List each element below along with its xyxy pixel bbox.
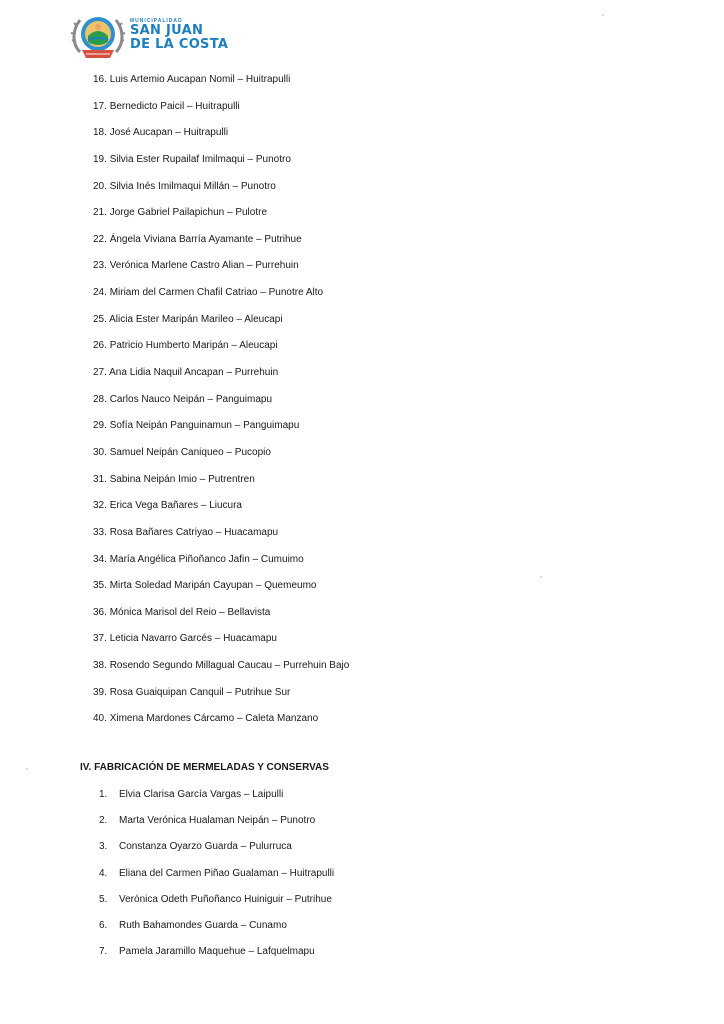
list-item xyxy=(93,526,349,553)
item-number: 39. xyxy=(93,686,107,698)
item-number: 25. xyxy=(93,313,107,325)
item-number: 16. xyxy=(93,74,107,85)
item-text: Miriam del Carmen Chafil Catriao – Punotre Alto xyxy=(109,287,324,299)
item-number: 33. xyxy=(93,526,107,538)
item-text: Silvia Ester Rupailaf Imilmaqui – Punotro xyxy=(109,153,291,165)
item-text: Ángela Viviana Barría Ayamante – Putrihue xyxy=(109,233,302,245)
item-number: 23. xyxy=(93,260,107,272)
list-item xyxy=(99,867,334,893)
section-heading: IV. FABRICACIÓN DE MERMELADAS Y CONSERVAS xyxy=(80,762,329,773)
list-item xyxy=(99,945,334,971)
item-text: Silvia Inés Imilmaqui Millán – Punotro xyxy=(109,180,276,192)
item-text: Mirta Soledad Maripán Cayupan – Quemeumo xyxy=(109,580,317,592)
item-text: Carlos Nauco Neipán – Panguimapu xyxy=(109,393,273,405)
item-text: Constanza Oyarzo Guarda – Pulurruca xyxy=(119,841,292,853)
item-number: 37. xyxy=(93,633,107,645)
list-item xyxy=(93,180,349,207)
list-item xyxy=(93,366,349,393)
scan-speck xyxy=(26,768,28,770)
list-item xyxy=(93,339,349,366)
item-number: 24. xyxy=(93,287,107,299)
item-text: Mónica Marisol del Reio – Bellavista xyxy=(109,606,271,618)
item-text: Eliana del Carmen Piñao Gualaman – Huitrapulli xyxy=(119,867,335,879)
item-text: Ruth Bahamondes Guarda – Cunamo xyxy=(119,919,287,931)
scan-speck xyxy=(602,14,604,16)
list-item xyxy=(93,659,349,686)
list-item xyxy=(93,499,349,526)
item-number: 6. xyxy=(99,919,108,931)
item-text: Ximena Mardones Cárcamo – Caleta Manzano xyxy=(109,713,319,725)
item-text: Sabina Neipán Imio – Putrentren xyxy=(109,473,255,485)
item-text: Leticia Navarro Garcés – Huacamapu xyxy=(109,633,277,645)
item-number: 7. xyxy=(99,946,108,958)
item-text: Sofía Neipán Panguinamun – Panguimapu xyxy=(109,420,300,432)
list-item xyxy=(93,393,349,420)
list-item xyxy=(93,686,349,713)
list-item xyxy=(93,100,349,127)
list-item xyxy=(93,632,349,659)
item-number: 30. xyxy=(93,446,107,458)
item-text: Verónica Marlene Castro Alian – Purrehuin xyxy=(109,260,299,272)
list-item xyxy=(99,893,334,919)
item-text: Jorge Gabriel Pailapichun – Pulotre xyxy=(109,207,268,219)
list-item xyxy=(93,553,349,580)
list-item xyxy=(99,788,334,814)
list-item xyxy=(99,840,334,866)
municipality-logo xyxy=(70,12,250,62)
item-number: 36. xyxy=(93,606,107,618)
item-text: Verónica Odeth Puñoñanco Huiniguir – Putrihue xyxy=(119,893,332,905)
item-text: Pamela Jaramillo Maquehue – Lafquelmapu xyxy=(119,946,315,958)
item-number: 3. xyxy=(99,841,108,853)
item-text: Erica Vega Bañares – Liucura xyxy=(109,500,242,512)
list-item xyxy=(93,606,349,633)
item-number: 19. xyxy=(93,153,107,165)
logo-title-line1: SAN JUAN xyxy=(130,23,204,38)
item-text: Samuel Neipán Caniqueo – Pucopio xyxy=(109,446,271,458)
list-item xyxy=(93,419,349,446)
item-number: 20. xyxy=(93,180,107,192)
list-item xyxy=(93,206,349,233)
list-item xyxy=(93,579,349,606)
item-number: 35. xyxy=(93,580,107,592)
item-text: José Aucapan – Huitrapulli xyxy=(109,127,229,139)
item-text: Bernedicto Paicil – Huitrapulli xyxy=(109,100,240,112)
crest-emblem-icon xyxy=(70,12,126,62)
item-number: 18. xyxy=(93,127,107,139)
item-number: 17. xyxy=(93,100,107,112)
item-number: 29. xyxy=(93,420,107,432)
list-item xyxy=(93,259,349,286)
list-item xyxy=(93,286,349,313)
list-item xyxy=(93,712,349,739)
list-item xyxy=(93,233,349,260)
item-text: Alicia Ester Maripán Marileo – Aleucapi xyxy=(109,313,283,325)
item-number: 34. xyxy=(93,553,107,565)
item-number: 27. xyxy=(93,367,107,379)
item-text: María Angélica Piñoñanco Jafin – Cumuimo xyxy=(109,553,304,565)
item-text: Patricio Humberto Maripán – Aleucapi xyxy=(109,340,278,352)
item-text: Elvia Clarisa García Vargas – Laipulli xyxy=(119,789,284,800)
item-number: 32. xyxy=(93,500,107,512)
logo-subtitle: MUNICIPALIDAD xyxy=(130,18,183,24)
list-item xyxy=(99,814,334,840)
list-item xyxy=(93,73,349,100)
item-text: Marta Verónica Hualaman Neipán – Punotro xyxy=(119,815,316,827)
item-text: Rosa Guaiquipan Canquil – Putrihue Sur xyxy=(109,686,291,698)
list-item xyxy=(99,919,334,945)
item-number: 26. xyxy=(93,340,107,352)
item-number: 21. xyxy=(93,207,107,219)
list-item xyxy=(93,153,349,180)
section-iv-list xyxy=(99,788,334,971)
item-number: 4. xyxy=(99,867,108,879)
item-text: Rosendo Segundo Millagual Caucau – Purrehuin Bajo xyxy=(109,660,350,672)
item-number: 2. xyxy=(99,815,108,827)
item-number: 22. xyxy=(93,233,107,245)
list-item xyxy=(93,313,349,340)
scan-speck xyxy=(540,576,542,578)
list-item xyxy=(93,446,349,473)
item-text: Ana Lidia Naquil Ancapan – Purrehuin xyxy=(109,367,279,379)
item-number: 31. xyxy=(93,473,107,485)
item-number: 38. xyxy=(93,660,107,672)
logo-title-line2: DE LA COSTA xyxy=(130,37,229,52)
item-number: 5. xyxy=(99,893,108,905)
item-text: Luis Artemio Aucapan Nomil – Huitrapulli xyxy=(109,74,291,85)
beneficiary-list xyxy=(93,73,349,739)
item-number: 40. xyxy=(93,713,107,725)
list-item xyxy=(93,126,349,153)
item-text: Rosa Bañares Catriyao – Huacamapu xyxy=(109,526,279,538)
list-item xyxy=(93,473,349,500)
item-number: 28. xyxy=(93,393,107,405)
item-number: 1. xyxy=(99,789,108,800)
